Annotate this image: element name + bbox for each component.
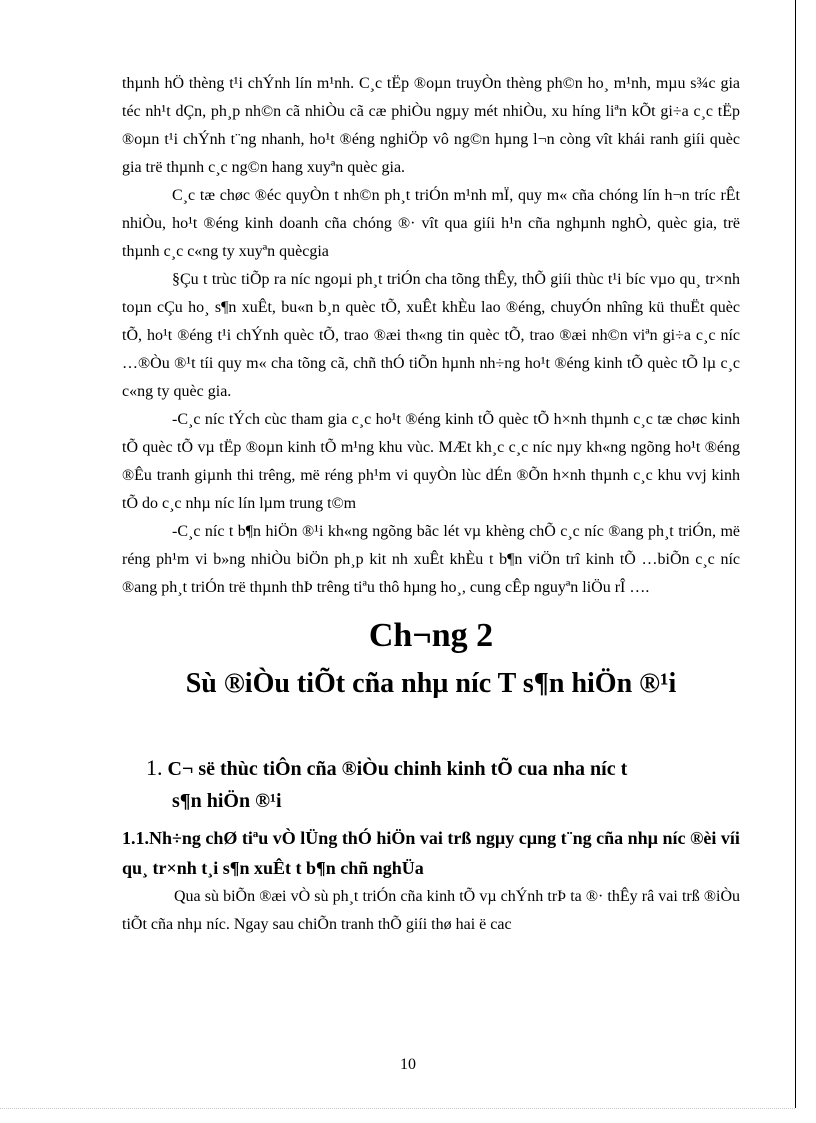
section-heading-line2: s¶n hiÖn ®¹i: [172, 790, 282, 812]
body-text: [122, 70, 740, 939]
chapter-title: Ch¬ng 2: [368, 617, 494, 654]
paragraph-2: C¸c tæ chøc ®éc quyÒn t nh©n ph¸t triÓn m¹nh mÏ, quy m« cña chóng lín h¬n tríc rÊt nhiÒu, ho¹t ®éng kinh doanh cña chóng ®· vît qua giíi h¹n cña nghµnh nghÒ, quèc gia, trë thµnh c¸c c«ng ty xuyªn quècgia: [122, 187, 740, 260]
paragraph-1: thµnh hÖ thèng t¹i chÝnh lín m¹nh. C¸c tËp ®oµn truyÒn thèng ph©n ho¸ m¹nh, mµu s¾c gia téc nh¹t dÇn, ph¸p nh©n cã nhiÒu cã cæ phiÒu ngµy mét nhiÒu, xu híng liªn kÕt gi÷a c¸c tËp ®oµn t¹i chÝnh t¨ng nhanh, ho¹t ®éng nghiÖp vô ng©n hµng l¬n còng vît khái ranh giíi quèc gia trë thµnh c¸c ng©n hang xuyªn quèc gia.: [122, 75, 740, 176]
subsection-heading: 1.1.Nh÷ng chØ tiªu vÒ lÜng thÓ hiÖn vai trß ngµy cµng t¨ng cña nhµ níc ®èi víi qu¸ tr×nh t¸i s¶n xuÊt t b¶n chñ nghÜa: [122, 828, 740, 878]
chapter-subtitle: Sù ®iÒu tiÕt cña nhµ níc T s¶n hiÖn ®¹i: [185, 668, 677, 699]
page-number: 10: [400, 1056, 416, 1073]
paragraph-3: §Çu t trùc tiÕp ra níc ngoµi ph¸t triÓn cha tõng thÊy, thÕ giíi thùc t¹i bíc vµo qu¸ tr×nh toµn cÇu ho¸ s¶n xuÊt, bu«n b¸n quèc tÕ, xuÊt khÈu lao ®éng, chuyÓn nhîng kü thuËt quèc tÕ, ho¹t ®éng t¹i chÝnh quèc tÕ, trao ®æi th«ng tin quèc tÕ, trao ®æi nh©n viªn gi÷a c¸c níc …®Òu ®¹t tíi quy m« cha tõng cã, chñ thÓ tiÕn hµnh nh÷ng ho¹t ®éng kinh tÕ quèc tÕ lµ c¸c c«ng ty quèc gia.: [122, 271, 740, 400]
closing-paragraph: Qua sù biÕn ®æi vÒ sù ph¸t triÓn cña kinh tÕ vµ chÝnh trÞ ta ®· thÊy râ vai trß ®iÒu tiÕt cña nhµ níc. Ngay sau chiÕn tranh thÕ giíi thø hai ë cac: [122, 888, 740, 933]
paragraph-5: -C¸c níc t b¶n hiÖn ®¹i kh«ng ngõng bãc lét vµ khèng chÕ c¸c níc ®ang ph¸t triÓn, më réng ph¹m vi b»ng nhiÒu biÖn ph¸p kit nh xuÊt khÈu t b¶n viÖn trî kinh tÕ …biÕn c¸c níc ®ang ph¸t triÓn trë thµnh thÞ trêng tiªu thô hµng ho¸, cung cÊp nguyªn liÖu rÎ ….: [122, 523, 740, 596]
paragraph-4: -C¸c níc tÝch cùc tham gia c¸c ho¹t ®éng kinh tÕ quèc tÕ h×nh thµnh c¸c tæ chøc kinh tÕ quèc tÕ vµ tËp ®oµn kinh tÕ m¹ng khu vùc. MÆt kh¸c c¸c níc nµy kh«ng ngõng ho¹t ®éng ®Êu tranh giµnh thi trêng, më réng ph¹m vi quyÒn lùc dÉn ®Õn h×nh thµnh c¸c khu vvj kinh tÕ do c¸c nhµ níc lín lµm trung t©m: [122, 411, 740, 512]
section-heading-line1: C¬ së thùc tiÔn cña ®iÒu chinh kinh tÕ cua nha níc t: [167, 758, 628, 780]
section-number: 1.: [146, 755, 163, 780]
section-heading: [146, 752, 740, 817]
page-border-right: [795, 0, 796, 1108]
page-border-bottom: [0, 1108, 795, 1109]
